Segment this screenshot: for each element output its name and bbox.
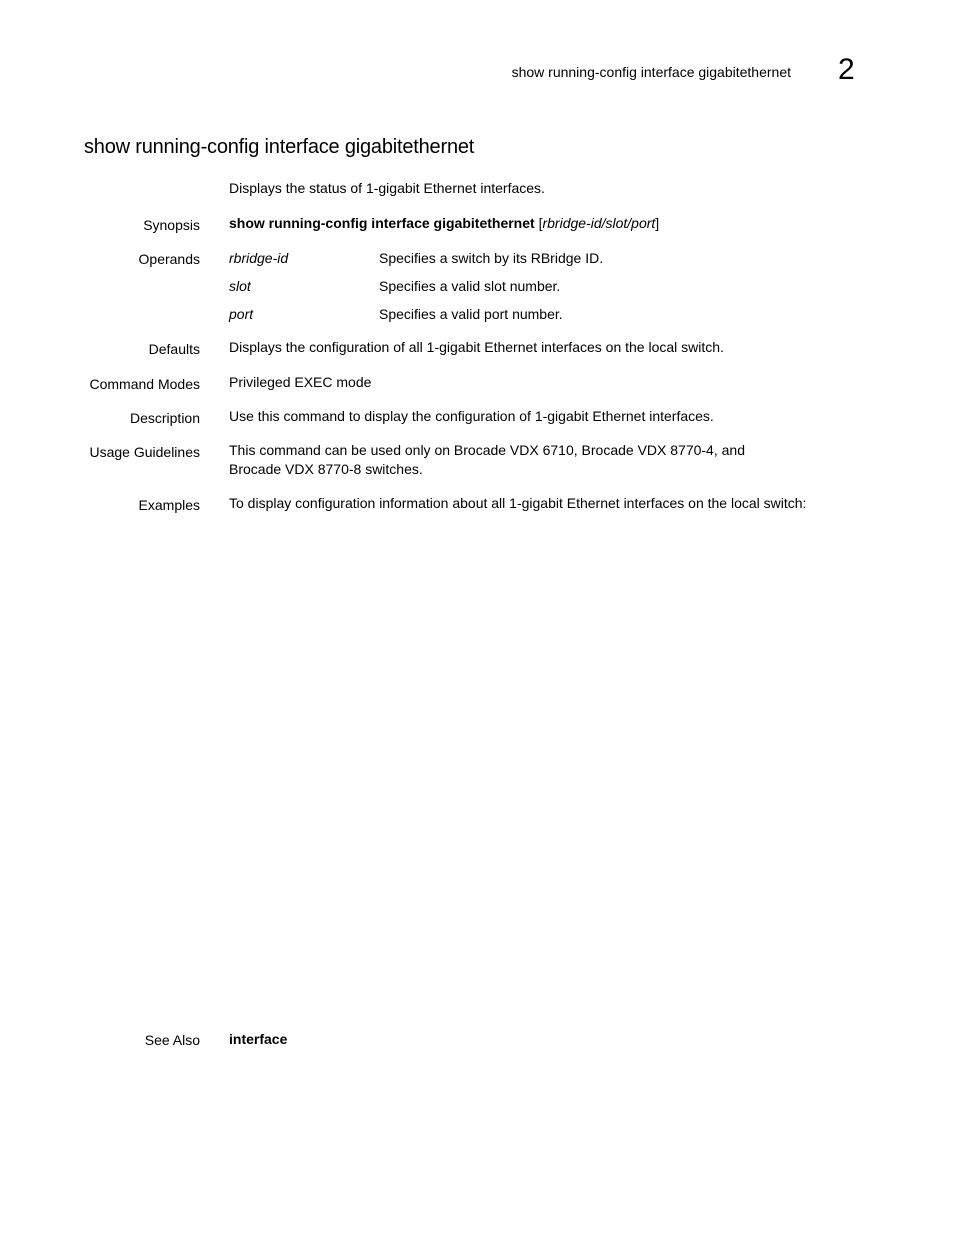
- synopsis-args: rbridge-id/slot/port: [542, 215, 656, 231]
- description-text: Use this command to display the configuration of 1-gigabit Ethernet interfaces.: [229, 408, 714, 424]
- synopsis-text: [229, 214, 659, 233]
- chapter-number: 2: [838, 53, 855, 86]
- description-label: Description: [129, 410, 200, 426]
- operand-name: port: [229, 306, 254, 322]
- defaults-label: Defaults: [148, 341, 200, 357]
- command-modes-label: Command Modes: [89, 376, 200, 392]
- examples-label: Examples: [138, 497, 200, 513]
- summary-text: Displays the status of 1-gigabit Ethernet interfaces.: [229, 180, 545, 196]
- synopsis-close-bracket: ]: [655, 215, 660, 231]
- command-modes-text: Privileged EXEC mode: [229, 374, 372, 390]
- synopsis-label: Synopsis: [143, 217, 200, 233]
- defaults-text: Displays the configuration of all 1-gigabit Ethernet interfaces on the local switch.: [229, 339, 724, 355]
- operand-description: Specifies a switch by its RBridge ID.: [379, 250, 604, 266]
- usage-guidelines-line-2: Brocade VDX 8770-8 switches.: [229, 461, 423, 477]
- operand-name: rbridge-id: [229, 250, 289, 266]
- page-title: show running-config interface gigabitethernet: [84, 136, 475, 158]
- usage-guidelines-label: Usage Guidelines: [89, 444, 200, 460]
- usage-guidelines-line-1: This command can be used only on Brocade VDX 6710, Brocade VDX 8770-4, and: [229, 442, 745, 458]
- see-also-label: See Also: [144, 1032, 200, 1048]
- operand-name: slot: [229, 278, 251, 294]
- see-also-link[interactable]: interface: [229, 1031, 288, 1047]
- synopsis-command: show running-config interface gigabitethernet: [229, 215, 535, 231]
- operand-description: Specifies a valid port number.: [379, 306, 563, 322]
- running-header: show running-config interface gigabitethernet: [511, 64, 791, 80]
- synopsis-open-bracket: [: [534, 215, 543, 231]
- examples-text: To display configuration information about all 1-gigabit Ethernet interfaces on the local switch:: [229, 495, 807, 511]
- operands-label: Operands: [138, 251, 200, 267]
- operand-description: Specifies a valid slot number.: [379, 278, 561, 294]
